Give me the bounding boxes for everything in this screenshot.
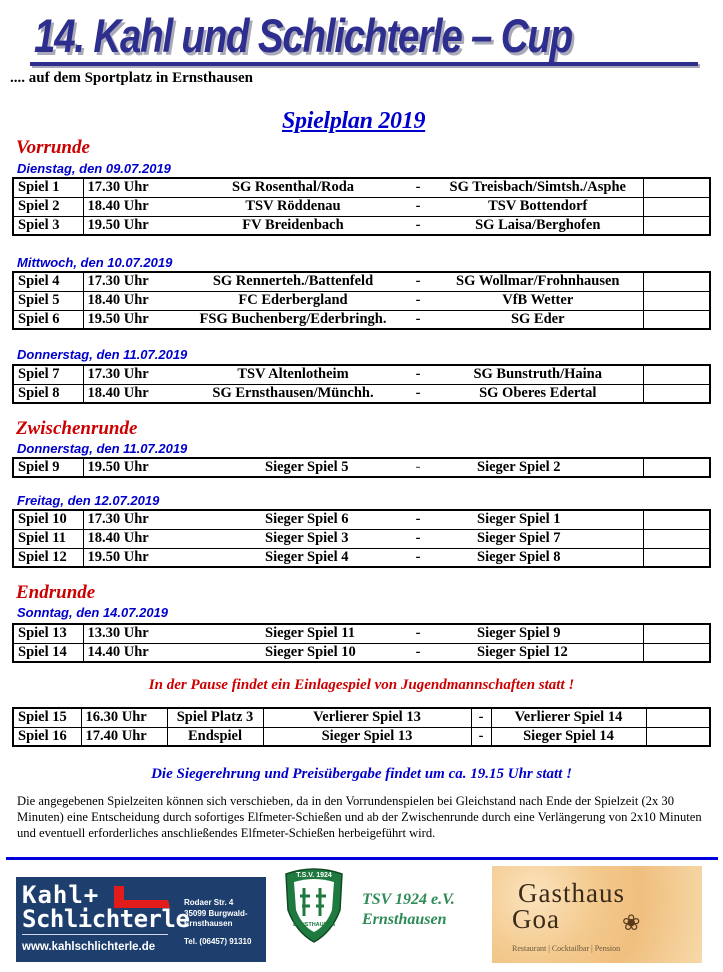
kahl-logo-line1: Kahl+ xyxy=(22,881,100,909)
game-number: Spiel 8 xyxy=(13,384,83,403)
result-cell xyxy=(643,643,710,662)
tsv-crest-icon xyxy=(280,866,348,944)
result-cell xyxy=(646,727,710,746)
separator: - xyxy=(403,216,433,235)
game-number: Spiel 16 xyxy=(13,727,81,746)
result-cell xyxy=(643,548,710,567)
goa-logo-line2: Goa xyxy=(512,904,560,934)
game-number: Spiel 7 xyxy=(13,365,83,384)
footer-divider xyxy=(6,857,718,860)
game-time: 16.30 Uhr xyxy=(81,708,167,727)
separator: - xyxy=(403,548,433,567)
away-team: Verlierer Spiel 14 xyxy=(491,708,646,727)
table-row xyxy=(13,458,710,477)
plan-title: Spielplan 2019 xyxy=(282,108,426,134)
away-team: Sieger Spiel 7 xyxy=(433,529,643,548)
home-team: Sieger Spiel 11 xyxy=(183,624,403,643)
home-team: TSV Altenlotheim xyxy=(183,365,403,384)
disclaimer-text: Die angegebenen Spielzeiten können sich verschieben, da in den Vorrundenspielen bei Gleichstand nach Ende der Spielzeit (2x 30 Minuten) eine Entscheidung durch sofortiges Elfmeter-Schießen und ab der Zwischenrunde durch eine Verlängerung von 2x10 Minuten und eventuell erforderliches anschließendes Elfmeter-Schießen herbeigeführt wird. xyxy=(17,794,702,840)
home-team: Verlierer Spiel 13 xyxy=(263,708,471,727)
day-title: Mittwoch, den 10.07.2019 xyxy=(17,255,173,270)
away-team: SG Treisbach/Simtsh./Asphe xyxy=(433,178,643,197)
game-number: Spiel 12 xyxy=(13,548,83,567)
title-underline xyxy=(30,62,698,66)
game-number: Spiel 15 xyxy=(13,708,81,727)
table-row xyxy=(13,216,710,235)
table-row xyxy=(13,384,710,403)
table-row xyxy=(13,178,710,197)
schedule-table xyxy=(12,623,711,663)
result-cell xyxy=(643,384,710,403)
game-time: 18.40 Uhr xyxy=(83,197,183,216)
result-cell xyxy=(643,458,710,477)
day-title: Dienstag, den 09.07.2019 xyxy=(17,161,171,176)
table-row xyxy=(13,197,710,216)
goa-logo-line1: Gasthaus xyxy=(518,878,625,908)
game-number: Spiel 13 xyxy=(13,624,83,643)
separator: - xyxy=(471,727,491,746)
game-time: 17.30 Uhr xyxy=(83,178,183,197)
result-cell xyxy=(643,197,710,216)
result-cell xyxy=(643,310,710,329)
game-time: 13.30 Uhr xyxy=(83,624,183,643)
away-team: SG Bunstruth/Haina xyxy=(433,365,643,384)
home-team: Sieger Spiel 6 xyxy=(183,510,403,529)
separator: - xyxy=(403,384,433,403)
result-cell xyxy=(643,529,710,548)
separator: - xyxy=(471,708,491,727)
result-cell xyxy=(643,178,710,197)
result-cell xyxy=(643,510,710,529)
home-team: Sieger Spiel 13 xyxy=(263,727,471,746)
separator: - xyxy=(403,310,433,329)
schedule-table xyxy=(12,364,711,404)
pause-note: In der Pause findet ein Einlagespiel von Jugendmannschaften statt ! xyxy=(148,677,575,693)
kahl-logo-url: www.kahlschlichterle.de xyxy=(22,941,156,953)
kahl-logo-address: Rodaer Str. 4 35099 Burgwald- Ernsthausen xyxy=(184,898,248,928)
ceremony-note: Die Siegerehrung und Preisübergabe findet um ca. 19.15 Uhr statt ! xyxy=(151,766,572,782)
separator: - xyxy=(403,291,433,310)
away-team: SG Wollmar/Frohnhausen xyxy=(433,272,643,291)
home-team: SG Ernsthausen/Münchh. xyxy=(183,384,403,403)
home-team: FSG Buchenberg/Ederbringh. xyxy=(183,310,403,329)
result-cell xyxy=(643,624,710,643)
home-team: SG Rosenthal/Roda xyxy=(183,178,403,197)
separator: - xyxy=(403,624,433,643)
home-team: FC Ederbergland xyxy=(183,291,403,310)
table-row xyxy=(13,548,710,567)
table-row xyxy=(13,510,710,529)
schedule-table xyxy=(12,509,711,568)
day-title: Donnerstag, den 11.07.2019 xyxy=(17,347,188,362)
game-number: Spiel 11 xyxy=(13,529,83,548)
game-time: 17.30 Uhr xyxy=(83,272,183,291)
match-label: Spiel Platz 3 xyxy=(167,708,263,727)
result-cell xyxy=(643,365,710,384)
schedule-table xyxy=(12,177,711,236)
separator: - xyxy=(403,458,433,477)
game-number: Spiel 3 xyxy=(13,216,83,235)
main-title: 14. Kahl und Schlichterle – Cup xyxy=(34,9,572,62)
game-time: 19.50 Uhr xyxy=(83,216,183,235)
kahl-logo-phone: Tel. (06457) 91310 xyxy=(184,937,252,946)
game-number: Spiel 9 xyxy=(13,458,83,477)
table-row xyxy=(13,291,710,310)
home-team: FV Breidenbach xyxy=(183,216,403,235)
schedule-table xyxy=(12,457,711,478)
kahl-logo-line2: Schlichterle xyxy=(22,905,190,933)
separator: - xyxy=(403,365,433,384)
game-time: 18.40 Uhr xyxy=(83,529,183,548)
separator: - xyxy=(403,178,433,197)
away-team: SG Oberes Edertal xyxy=(433,384,643,403)
home-team: SG Rennerteh./Battenfeld xyxy=(183,272,403,291)
match-label: Endspiel xyxy=(167,727,263,746)
round-title-endrunde: Endrunde xyxy=(16,582,96,603)
away-team: VfB Wetter xyxy=(433,291,643,310)
tsv-name: TSV 1924 e.V. Ernsthausen xyxy=(362,891,455,928)
table-row xyxy=(13,365,710,384)
away-team: Sieger Spiel 1 xyxy=(433,510,643,529)
svg-text:T.S.V. 1924: T.S.V. 1924 xyxy=(296,872,332,879)
separator: - xyxy=(403,529,433,548)
home-team: Sieger Spiel 5 xyxy=(183,458,403,477)
separator: - xyxy=(403,643,433,662)
table-row xyxy=(13,272,710,291)
game-number: Spiel 10 xyxy=(13,510,83,529)
game-number: Spiel 5 xyxy=(13,291,83,310)
game-time: 14.40 Uhr xyxy=(83,643,183,662)
home-team: Sieger Spiel 3 xyxy=(183,529,403,548)
separator: - xyxy=(403,510,433,529)
away-team: Sieger Spiel 12 xyxy=(433,643,643,662)
table-row xyxy=(13,529,710,548)
game-time: 18.40 Uhr xyxy=(83,291,183,310)
table-row xyxy=(13,310,710,329)
game-time: 18.40 Uhr xyxy=(83,384,183,403)
table-row xyxy=(13,727,710,746)
round-title-vorrunde: Vorrunde xyxy=(16,137,90,158)
home-team: TSV Röddenau xyxy=(183,197,403,216)
away-team: TSV Bottendorf xyxy=(433,197,643,216)
away-team: Sieger Spiel 14 xyxy=(491,727,646,746)
lotus-icon: ❀ xyxy=(622,910,641,935)
game-time: 19.50 Uhr xyxy=(83,458,183,477)
kahl-schlichterle-logo xyxy=(16,877,266,962)
home-team: Sieger Spiel 10 xyxy=(183,643,403,662)
result-cell xyxy=(643,291,710,310)
result-cell xyxy=(646,708,710,727)
table-row xyxy=(13,708,710,727)
game-number: Spiel 6 xyxy=(13,310,83,329)
finals-table xyxy=(12,707,711,747)
game-number: Spiel 1 xyxy=(13,178,83,197)
table-row xyxy=(13,624,710,643)
svg-text:ERNSTHAUSEN: ERNSTHAUSEN xyxy=(293,922,335,928)
goa-logo-tagline: Restaurant | Cocktailbar | Pension xyxy=(512,944,621,953)
result-cell xyxy=(643,272,710,291)
away-team: Sieger Spiel 8 xyxy=(433,548,643,567)
kahl-logo-rule xyxy=(22,934,168,935)
schedule-table xyxy=(12,271,711,330)
home-team: Sieger Spiel 4 xyxy=(183,548,403,567)
result-cell xyxy=(643,216,710,235)
away-team: Sieger Spiel 2 xyxy=(433,458,643,477)
day-title: Freitag, den 12.07.2019 xyxy=(17,493,160,508)
game-time: 17.30 Uhr xyxy=(83,365,183,384)
day-title: Donnerstag, den 11.07.2019 xyxy=(17,441,188,456)
separator: - xyxy=(403,197,433,216)
away-team: SG Laisa/Berghofen xyxy=(433,216,643,235)
game-time: 17.40 Uhr xyxy=(81,727,167,746)
day-title: Sonntag, den 14.07.2019 xyxy=(17,605,169,620)
game-time: 17.30 Uhr xyxy=(83,510,183,529)
game-number: Spiel 2 xyxy=(13,197,83,216)
separator: - xyxy=(403,272,433,291)
subtitle: .... auf dem Sportplatz in Ernsthausen xyxy=(10,70,253,86)
away-team: SG Eder xyxy=(433,310,643,329)
gasthaus-goa-logo xyxy=(492,866,702,963)
away-team: Sieger Spiel 9 xyxy=(433,624,643,643)
game-number: Spiel 4 xyxy=(13,272,83,291)
round-title-zwischenrunde: Zwischenrunde xyxy=(16,418,138,439)
game-time: 19.50 Uhr xyxy=(83,310,183,329)
game-time: 19.50 Uhr xyxy=(83,548,183,567)
table-row xyxy=(13,643,710,662)
game-number: Spiel 14 xyxy=(13,643,83,662)
